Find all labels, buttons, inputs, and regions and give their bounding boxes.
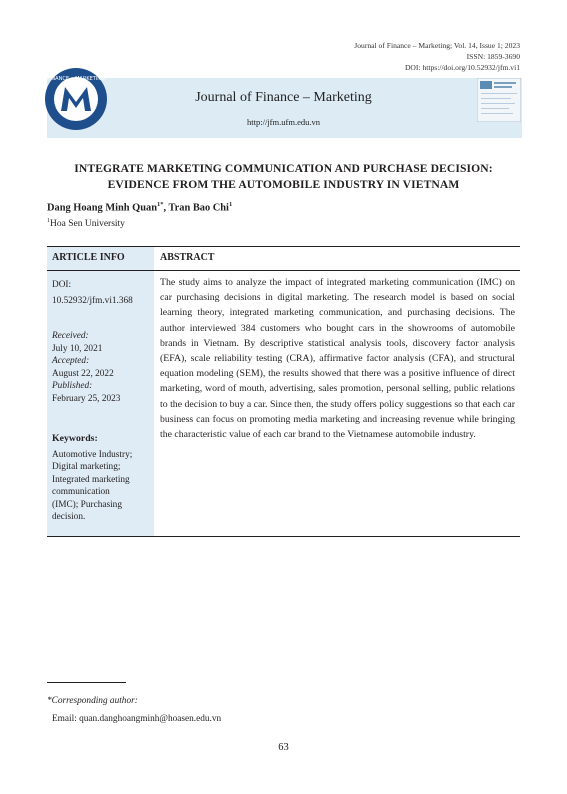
received-label: Received:: [52, 331, 89, 341]
abstract-text: The study aims to analyze the impact of integrated marketing communication (IMC) on car purchasing decisions in digital marketing. The research model is based on social learning theory, integrated marketing communication, and purchasing decisions. The author interviewed 384 customers who bought cars in the showrooms of automobile brands in Vietnam. By descriptive statistical analysis tools, discovery factor analysis (EFA), scale reliability testing (CRA), affirmative factor analysis (CFA), and structural equation modeling (SEM), the results showed that there was a positive influence of direct marketing, word of mouth, advertising, sales promotion, personal selling, public relations to the decision to buy a car. Since then, the study offers policy suggestions so that each car business can focus on promoting media marketing and increasing revenue while bringing the characteristic value of each car brand to the Vietnamese automobile industry.: [160, 277, 515, 441]
paper-title: [47, 161, 520, 193]
doi-line: DOI: https://doi.org/10.52932/jfm.vi1: [404, 63, 520, 72]
page-number: 63: [278, 742, 289, 753]
affiliation-sup: 1: [47, 218, 50, 224]
keywords-block: [52, 433, 152, 524]
qr-code-icon: [477, 78, 521, 122]
keywords-line: communication: [52, 487, 110, 497]
doi-label: DOI:: [52, 280, 72, 290]
authors: [47, 201, 232, 213]
accepted-date: August 22, 2022: [52, 368, 114, 379]
journal-issue-line: Journal of Finance – Marketing; Vol. 14, Issue 1; 2023: [354, 41, 520, 50]
footnote-rule: [47, 682, 126, 683]
published-date: February 25, 2023: [52, 393, 121, 404]
journal-banner: [47, 78, 522, 138]
table-bottom-rule: [47, 536, 520, 537]
footnote: [47, 692, 221, 728]
banner-title: Journal of Finance – Marketing: [195, 90, 372, 105]
journal-badge: [477, 78, 521, 122]
journal-meta: [354, 40, 520, 73]
keywords-line: Integrated marketing: [52, 474, 130, 485]
dates-block: [52, 330, 152, 405]
doi-block: [52, 279, 152, 307]
article-info-heading: ARTICLE INFO: [52, 252, 125, 263]
corresponding-author-label: *Corresponding author:: [47, 696, 138, 706]
keywords-label: Keywords:: [52, 433, 98, 444]
keywords-line: Automotive Industry;: [52, 449, 133, 460]
issn-line: ISSN: 1859-3690: [466, 52, 520, 61]
doi-value[interactable]: 10.52932/jfm.vi1.368: [52, 295, 133, 306]
title-line-1: INTEGRATE MARKETING COMMUNICATION AND PURCHASE DECISION:: [74, 162, 493, 175]
table-header-rule: [47, 270, 520, 271]
author-separator: ,: [163, 202, 169, 214]
published-label: Published:: [52, 381, 93, 391]
keywords-line: decision.: [52, 512, 86, 522]
keywords-line: (IMC); Purchasing: [52, 499, 122, 510]
affiliation: [47, 218, 125, 229]
abstract-heading: ABSTRACT: [160, 252, 215, 263]
table-top-rule: [47, 246, 520, 247]
keywords-line: Digital marketing;: [52, 462, 121, 472]
svg-text:FINANCE • MARKETING: FINANCE • MARKETING: [47, 76, 105, 82]
title-line-2: EVIDENCE FROM THE AUTOMOBILE INDUSTRY IN VIETNAM: [107, 178, 460, 191]
affiliation-text: Hoa Sen University: [50, 219, 125, 230]
accepted-label: Accepted:: [52, 356, 90, 366]
author-1-sup: 1*: [157, 201, 164, 208]
author-2-sup: 1: [228, 201, 233, 208]
corresponding-email[interactable]: Email: quan.danghoangminh@hoasen.edu.vn: [52, 714, 222, 724]
banner-url[interactable]: http://jfm.ufm.edu.vn: [247, 117, 320, 127]
author-1: Dang Hoang Minh Quan: [47, 202, 157, 214]
received-date: July 10, 2021: [52, 343, 103, 354]
author-2: Tran Bao Chi: [168, 202, 229, 214]
